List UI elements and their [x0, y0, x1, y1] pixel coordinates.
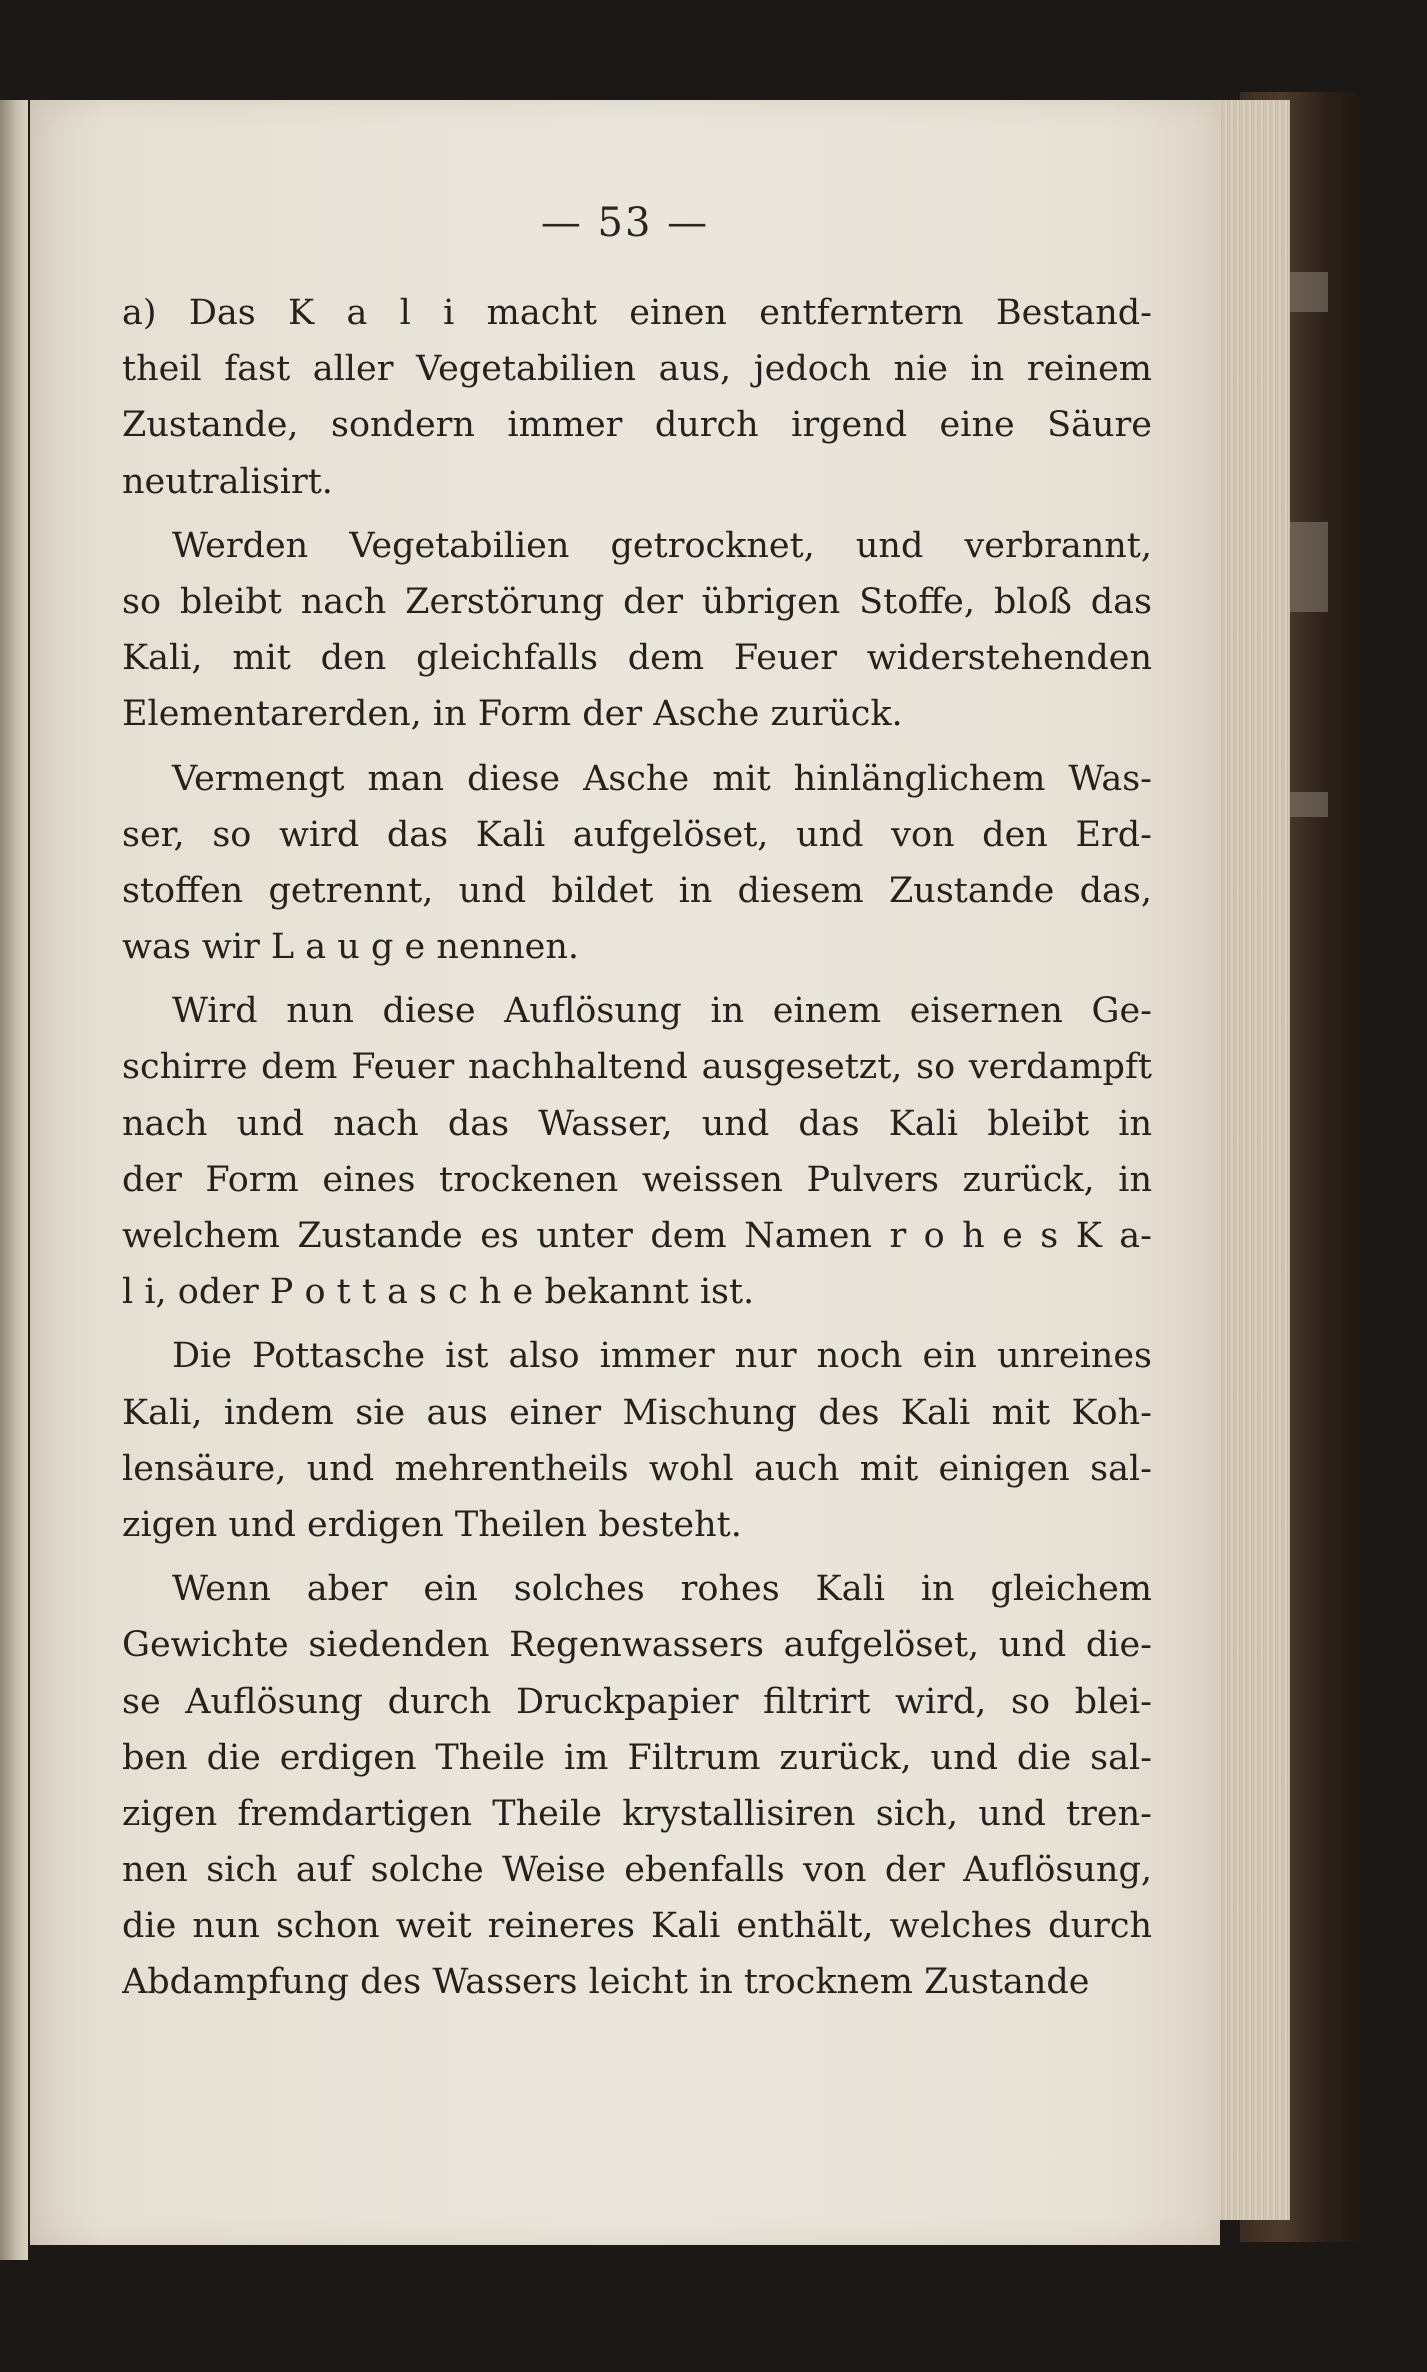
- text-line: lensäure, und mehrentheils wohl auch mit einigen sal-: [122, 1448, 1152, 1489]
- paragraph-gap: [122, 510, 1152, 518]
- paragraph: [122, 285, 1152, 510]
- text-line: zigen fremdartigen Theile krystallisiren sich, und tren-: [122, 1793, 1152, 1834]
- paragraph: [122, 1328, 1152, 1553]
- text-line: Wird nun diese Auflösung in einem eisernen Ge-: [172, 991, 1152, 1032]
- text-line: se Auflösung durch Druckpapier filtrirt wird, so blei-: [122, 1681, 1152, 1722]
- text-line: Elementarerden, in Form der Asche zurück.: [122, 694, 903, 735]
- text-line: zigen und erdigen Theilen besteht.: [122, 1504, 742, 1545]
- paragraph: [122, 518, 1152, 743]
- text-line: nach und nach das Wasser, und das Kali bleibt in: [122, 1103, 1152, 1144]
- text-line: Zustande, sondern immer durch irgend eine Säure: [122, 405, 1152, 446]
- text-line: nen sich auf solche Weise ebenfalls von der Auflösung,: [122, 1850, 1152, 1891]
- text-line: stoffen getrennt, und bildet in diesem Zustande das,: [122, 870, 1152, 911]
- page-body-text: [122, 285, 1152, 2011]
- text-line: Abdampfung des Wassers leicht in trocknem Zustande: [122, 1962, 1090, 2003]
- paragraph-gap: [122, 1320, 1152, 1328]
- paragraph: [122, 983, 1152, 1320]
- text-line: Kali, mit den gleichfalls dem Feuer widerstehenden: [122, 638, 1152, 679]
- text-line: Kali, indem sie aus einer Mischung des Kali mit Koh-: [122, 1392, 1152, 1433]
- paragraph: [122, 751, 1152, 976]
- text-line: Werden Vegetabilien getrocknet, und verbrannt,: [172, 525, 1152, 566]
- text-line: welchem Zustande es unter dem Namen r o h e s K a-: [122, 1216, 1152, 1256]
- previous-page-edge: [0, 100, 28, 2260]
- text-line: neutralisirt.: [122, 461, 333, 502]
- text-line: der Form eines trockenen weissen Pulvers zurück, in: [122, 1159, 1152, 1200]
- paragraph: [122, 1561, 1152, 2011]
- text-line: Die Pottasche ist also immer nur noch ein unreines: [172, 1336, 1152, 1377]
- text-line: l i, oder P o t t a s c h e bekannt ist.: [122, 1272, 755, 1313]
- text-line: Gewichte siedenden Regenwassers aufgelöset, und die-: [122, 1625, 1152, 1666]
- text-line: ser, so wird das Kali aufgelöset, und von den Erd-: [122, 814, 1152, 855]
- text-line: ben die erdigen Theile im Filtrum zurück, und die sal-: [122, 1737, 1152, 1778]
- page-number-header: — 53 —: [540, 200, 710, 246]
- paragraph-gap: [122, 975, 1152, 983]
- page-edges: [1210, 100, 1290, 2220]
- paragraph-gap: [122, 1553, 1152, 1561]
- text-line: a) Das K a l i macht einen entferntern Bestand-: [122, 293, 1152, 333]
- paragraph-gap: [122, 743, 1152, 751]
- text-line: schirre dem Feuer nachhaltend ausgesetzt, so verdampft: [122, 1047, 1152, 1088]
- book-page: [30, 100, 1220, 2245]
- text-line: so bleibt nach Zerstörung der übrigen Stoffe, bloß das: [122, 581, 1152, 622]
- text-line: Wenn aber ein solches rohes Kali in gleichem: [172, 1569, 1152, 1610]
- text-line: Vermengt man diese Asche mit hinlänglichem Was-: [172, 758, 1152, 799]
- text-line: was wir L a u g e nennen.: [122, 927, 580, 968]
- text-line: theil fast aller Vegetabilien aus, jedoch nie in reinem: [122, 349, 1152, 390]
- text-line: die nun schon weit reineres Kali enthält, welches durch: [122, 1906, 1152, 1947]
